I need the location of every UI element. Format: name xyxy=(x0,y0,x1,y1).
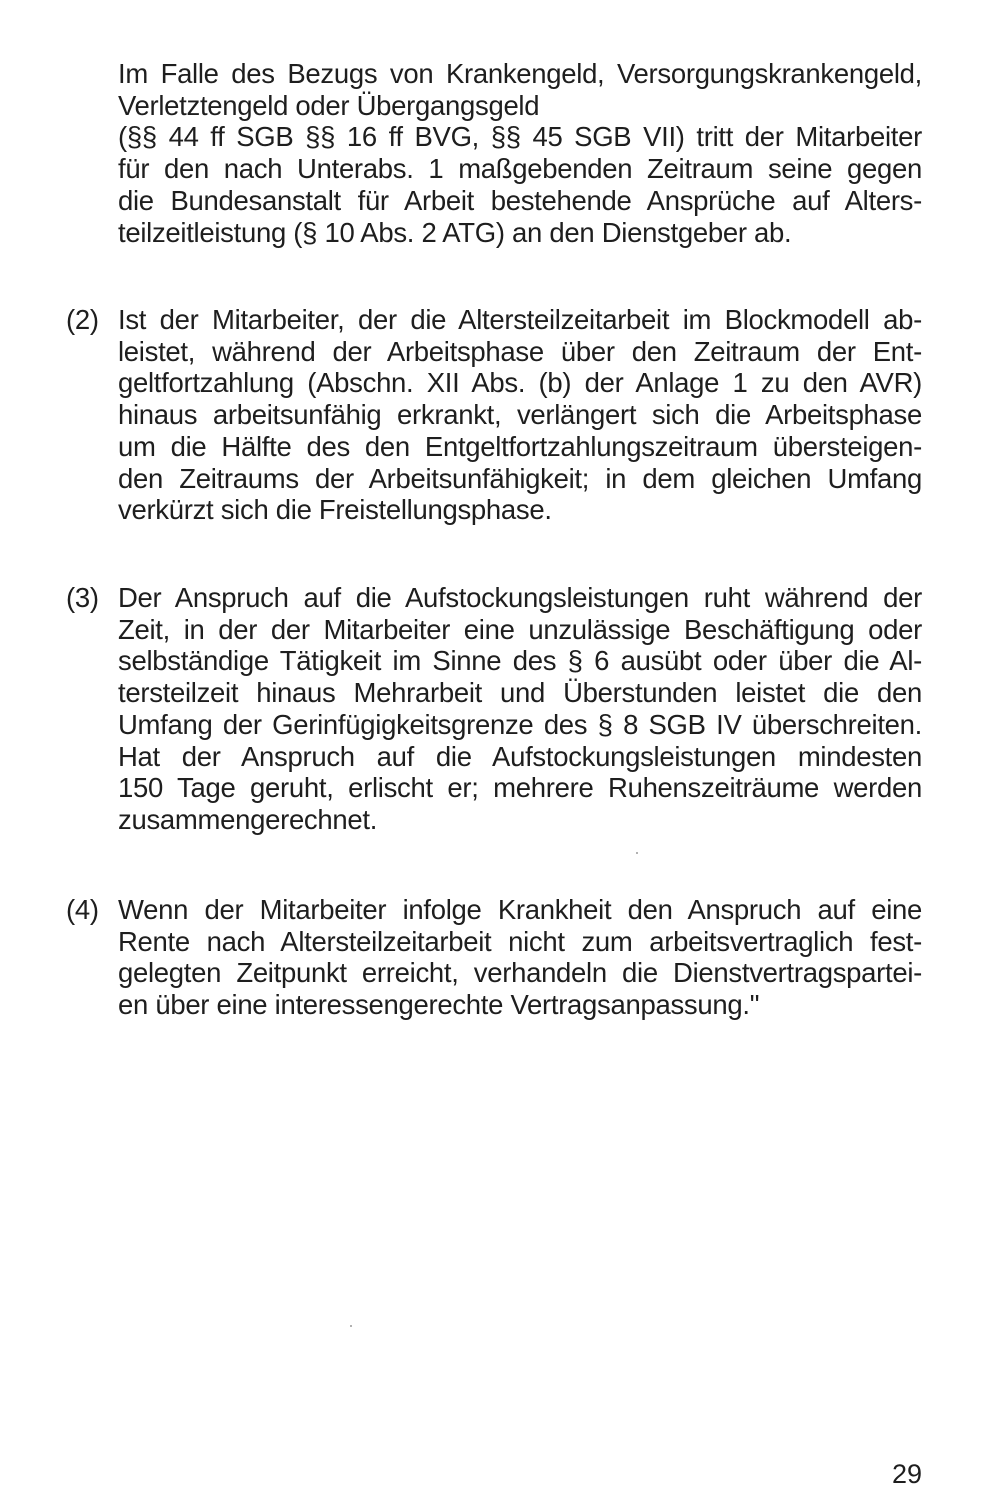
text-line: leistet, während der Arbeitsphase über den Zeitraum der Ent- xyxy=(118,335,922,367)
text-line: Rente nach Altersteilzeitarbeit nicht zum arbeitsvertraglich fest- xyxy=(118,925,922,957)
text-line: en über eine interessengerechte Vertragsanpassung." xyxy=(118,989,760,1021)
text-line: Umfang der Gerinfügigkeitsgrenze des § 8 SGB IV überschreiten. xyxy=(118,708,922,740)
scan-speck xyxy=(636,852,638,854)
paragraph-3 xyxy=(118,582,922,836)
text-line: tersteilzeit hinaus Mehrarbeit und Überstunden leistet die den xyxy=(118,677,922,709)
page-number: 29 xyxy=(891,1459,922,1489)
text-line: (§§ 44 ff SGB §§ 16 ff BVG, §§ 45 SGB VII) tritt der Mitarbeiter xyxy=(118,121,922,153)
text-line: verkürzt sich die Freistellungsphase. xyxy=(118,494,552,526)
text-line: den Zeitraums der Arbeitsunfähigkeit; in dem gleichen Umfang xyxy=(118,462,922,494)
paragraph-number: (3) xyxy=(66,582,99,613)
text-line: Ist der Mitarbeiter, der die Altersteilzeitarbeit im Blockmodell ab- xyxy=(118,304,922,335)
text-line: teilzeitleistung (§ 10 Abs. 2 ATG) an den Dienstgeber ab. xyxy=(118,216,792,248)
text-line: hinaus arbeitsunfähig erkrankt, verlängert sich die Arbeitsphase xyxy=(118,399,922,431)
continuation-text xyxy=(118,58,922,248)
text-line: geltfortzahlung (Abschn. XII Abs. (b) der Anlage 1 zu den AVR) xyxy=(118,367,922,399)
text-line: Verletztengeld oder Übergangsgeld xyxy=(118,89,540,121)
text-line: Hat der Anspruch auf die Aufstockungsleistungen mindesten xyxy=(118,740,922,772)
text-line: Der Anspruch auf die Aufstockungsleistungen ruht während der xyxy=(118,582,922,613)
paragraph-4 xyxy=(118,894,922,1021)
text-line: Im Falle des Bezugs von Krankengeld, Versorgungskrankengeld, xyxy=(118,58,922,89)
scan-speck xyxy=(350,1325,352,1327)
text-line: für den nach Unterabs. 1 maßgebenden Zeitraum seine gegen xyxy=(118,153,922,185)
paragraph-2 xyxy=(118,304,922,526)
paragraph-number: (4) xyxy=(66,894,99,925)
text-line: 150 Tage geruht, erlischt er; mehrere Ruhenszeiträume werden xyxy=(118,772,922,804)
text-line: Zeit, in der der Mitarbeiter eine unzulässige Beschäftigung oder xyxy=(118,613,922,645)
text-line: gelegten Zeitpunkt erreicht, verhandeln die Dienstvertragspartei- xyxy=(118,957,922,989)
text-line: die Bundesanstalt für Arbeit bestehende Ansprüche auf Alters- xyxy=(118,184,922,216)
paragraph-number: (2) xyxy=(66,304,99,335)
text-line: selbständige Tätigkeit im Sinne des § 6 ausübt oder über die Al- xyxy=(118,645,922,677)
text-line: zusammengerechnet. xyxy=(118,803,378,835)
text-line: um die Hälfte des den Entgeltfortzahlungszeitraum übersteigen- xyxy=(118,430,922,462)
text-line: Wenn der Mitarbeiter infolge Krankheit den Anspruch auf eine xyxy=(118,894,922,925)
